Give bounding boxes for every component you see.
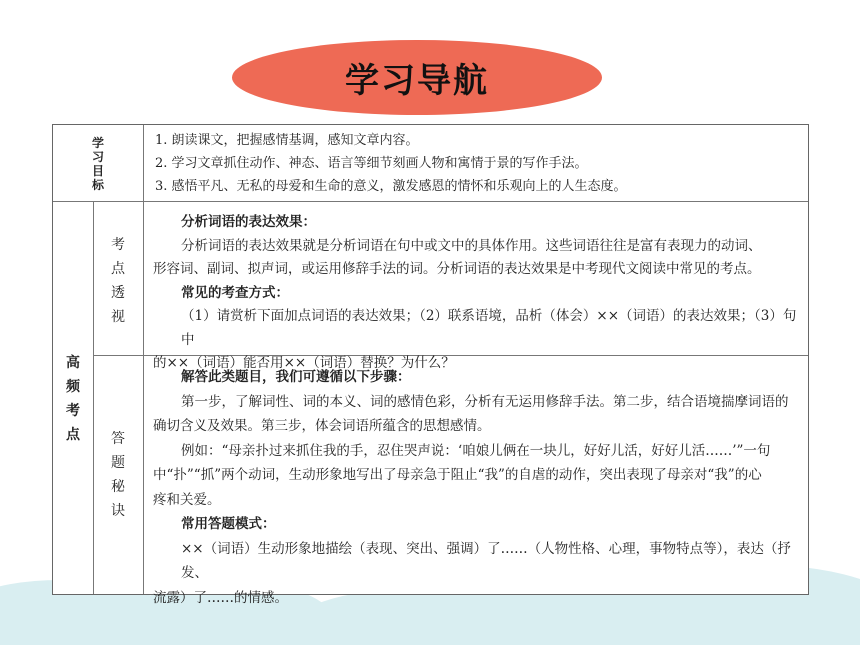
goal-item: 2. 学习文章抓住动作、神态、语言等细节刻画人物和寓情于景的写作手法。 xyxy=(155,156,588,171)
frequent-points-label: 高 频 考 点 xyxy=(66,355,80,443)
goals-list xyxy=(145,129,805,198)
exam-points-label: 考 点 透 视 xyxy=(111,237,125,325)
section-heading: 分析词语的表达效果： xyxy=(181,214,316,230)
answer-tips-label: 答 题 秘 诀 xyxy=(111,431,125,519)
page-title: 学习导航 xyxy=(345,61,489,101)
goals-label: 学 习 目 标 xyxy=(91,136,104,192)
study-guide-table xyxy=(52,124,809,606)
section-heading: 常见的考查方式： xyxy=(181,284,289,301)
answer-tips-content: 解答此类题目，我们可遵循以下步骤： 第一步，了解词性、词的本义、词的感情色彩，分析有无运用修辞手法。第二步，结合语境揣摩词语的 确切含义及效果。第三步，体会词语所蕴含的思想感情。 例如：“母亲扑过来抓住我的手，忍住哭声说：‘咱娘儿俩在一块儿，好好儿活，好好儿活……’”一句 中“扑”“抓”两个动词，生动形象地写出了母亲急于阻止“我”的自虐的动作，突出表现了母亲对“我”的心 疼和关爱。 常用答题模式： ××（词语）生动形象地描绘（表现、突出、强调）了……（人物性格、心理，事物特点等），表达（抒发、 流露）了……的情感。 xyxy=(145,365,807,610)
section-heading: 常用答题模式： xyxy=(181,516,276,532)
goal-item: 1. 朗读课文，把握感情基调，感知文章内容。 xyxy=(155,133,419,148)
title-banner xyxy=(232,40,602,115)
goal-item: 3. 感悟平凡、无私的母爱和生命的意义，激发感恩的情怀和乐观向上的人生态度。 xyxy=(155,179,627,194)
section-heading: 解答此类题目，我们可遵循以下步骤： xyxy=(181,369,411,385)
exam-points-content: 分析词语的表达效果： 分析词语的表达效果就是分析词语在句中或文中的具体作用。这些词语往往是富有表现力的动词、 形容词、副词、拟声词，或运用修辞手法的词。分析词语的表达效果是中考现代文阅读中常见的考点。 常见的考查方式： （1）请赏析下面加点词语的表达效果；（2）联系语境，品析（体会）××（词语）的表达效果；（3）句中 的××（词语）能否用××（词语）替换？为什么？ xyxy=(145,211,807,376)
